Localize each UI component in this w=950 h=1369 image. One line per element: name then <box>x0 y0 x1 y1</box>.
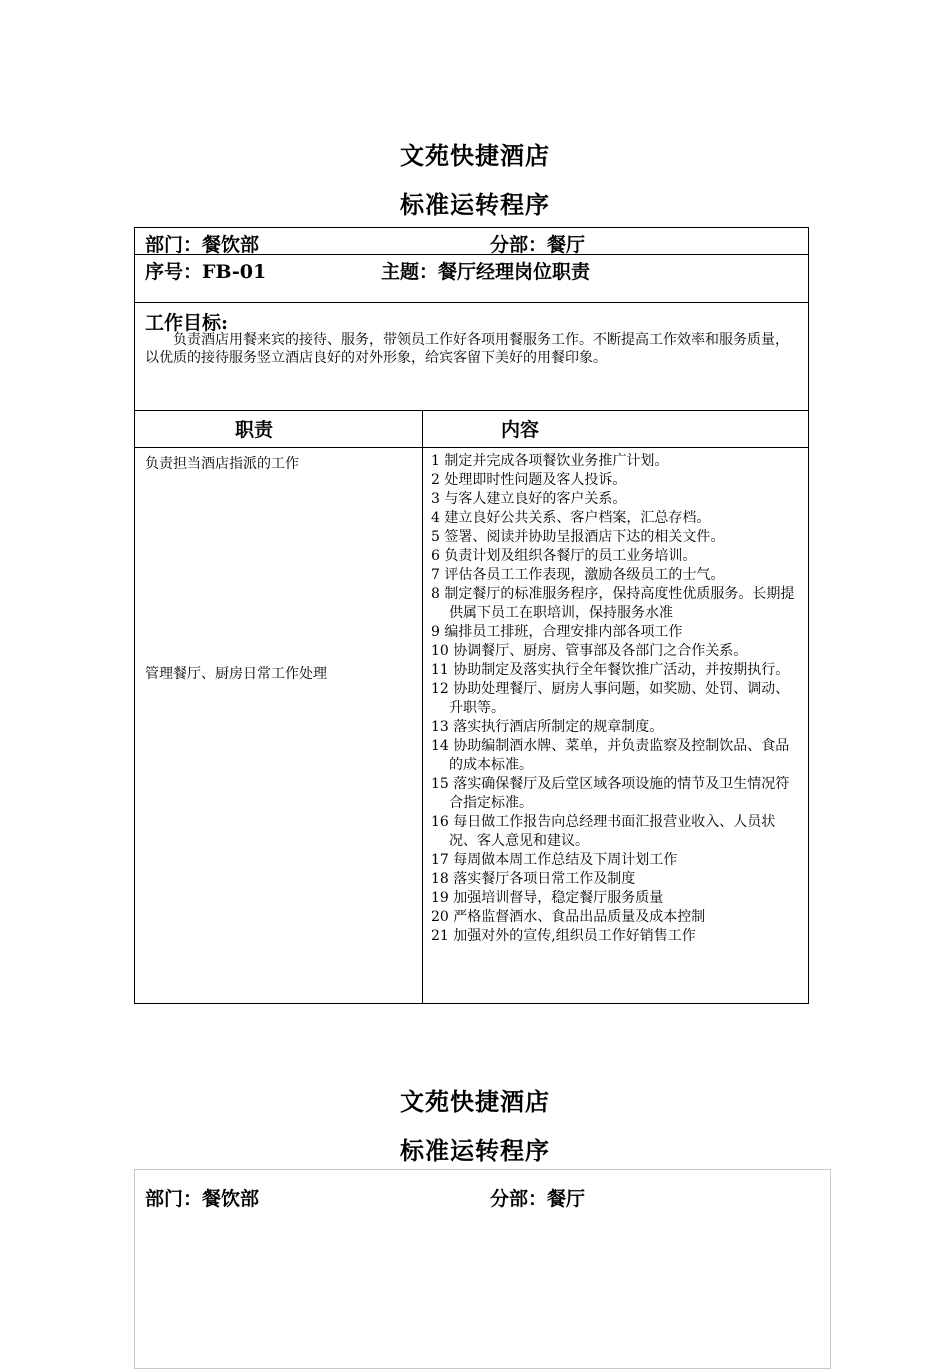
list-item: 20 严格监督酒水、食品出品质量及成本控制 <box>431 909 706 925</box>
list-item: 8 制定餐厅的标准服务程序，保持高度性优质服务。长期提供属下员工在职培训，保持服务水准 <box>431 586 795 621</box>
document-title: 标准运转程序 <box>400 190 550 219</box>
serial-label: 序号：FB-01 <box>145 261 267 283</box>
list-item: 18 落实餐厅各项日常工作及制度 <box>431 871 636 887</box>
list-item: 2 处理即时性问题及客人投诉。 <box>431 472 627 488</box>
column-header-row <box>135 411 808 448</box>
list-item: 4 建立良好公共关系、客户档案，汇总存档。 <box>431 510 711 526</box>
duty-column-header: 职责 <box>235 419 274 441</box>
duty-item: 负责担当酒店指派的工作 <box>145 456 299 472</box>
sub-department-label: 分部：餐厅 <box>490 234 586 256</box>
hotel-title-page2: 文苑快捷酒店 <box>400 1087 550 1116</box>
list-item: 17 每周做本周工作总结及下周计划工作 <box>431 852 678 868</box>
list-item: 15 落实确保餐厅及后堂区域各项设施的情节及卫生情况符合指定标准。 <box>431 776 790 811</box>
hotel-title: 文苑快捷酒店 <box>400 141 550 170</box>
content-column-header: 内容 <box>501 419 540 441</box>
duties-row <box>135 448 808 1003</box>
list-item: 16 每日做工作报告向总经理书面汇报营业收入、人员状况、客人意见和建议。 <box>431 814 776 849</box>
goal-text: 负责酒店用餐来宾的接待、服务，带领员工作好各项用餐服务工作。不断提高工作效率和服务质量，以优质的接待服务竖立酒店良好的对外形象，给宾客留下美好的用餐印象。 <box>145 332 789 366</box>
list-item: 14 协助编制酒水牌、菜单，并负责监察及控制饮品、食品的成本标准。 <box>431 738 790 773</box>
duty-item: 管理餐厅、厨房日常工作处理 <box>145 666 327 682</box>
list-item: 11 协助制定及落实执行全年餐饮推广活动，并按期执行。 <box>431 662 790 678</box>
sop-table-page2 <box>134 1169 831 1369</box>
document-title-page2: 标准运转程序 <box>400 1136 550 1165</box>
list-item: 9 编排员工排班，合理安排内部各项工作 <box>431 624 683 640</box>
list-item: 5 签署、阅读并协助呈报酒店下达的相关文件。 <box>431 529 725 545</box>
department-row <box>135 228 808 255</box>
subject-label: 主题：餐厅经理岗位职责 <box>381 261 591 283</box>
list-item: 10 协调餐厅、厨房、管事部及各部门之合作关系。 <box>431 643 748 659</box>
content-list <box>431 452 801 946</box>
list-item: 21 加强对外的宣传,组织员工作好销售工作 <box>431 928 696 944</box>
department-label: 部门：餐饮部 <box>145 234 260 256</box>
list-item: 12 协助处理餐厅、厨房人事问题，如奖励、处罚、调动、升职等。 <box>431 681 790 716</box>
list-item: 7 评估各员工工作表现，激励各级员工的士气。 <box>431 567 725 583</box>
list-item: 19 加强培训督导，稳定餐厅服务质量 <box>431 890 664 906</box>
column-divider <box>422 411 423 447</box>
sub-department-label-page2: 分部：餐厅 <box>490 1188 586 1210</box>
list-item: 3 与客人建立良好的客户关系。 <box>431 491 627 507</box>
goal-row <box>135 303 808 411</box>
column-divider <box>422 448 423 1003</box>
list-item: 6 负责计划及组织各餐厅的员工业务培训。 <box>431 548 697 564</box>
sop-table <box>134 227 809 1004</box>
serial-row <box>135 255 808 303</box>
department-label-page2: 部门：餐饮部 <box>145 1188 260 1210</box>
list-item: 13 落实执行酒店所制定的规章制度。 <box>431 719 664 735</box>
list-item: 1 制定并完成各项餐饮业务推广计划。 <box>431 453 669 469</box>
goal-label: 工作目标: <box>145 312 229 334</box>
